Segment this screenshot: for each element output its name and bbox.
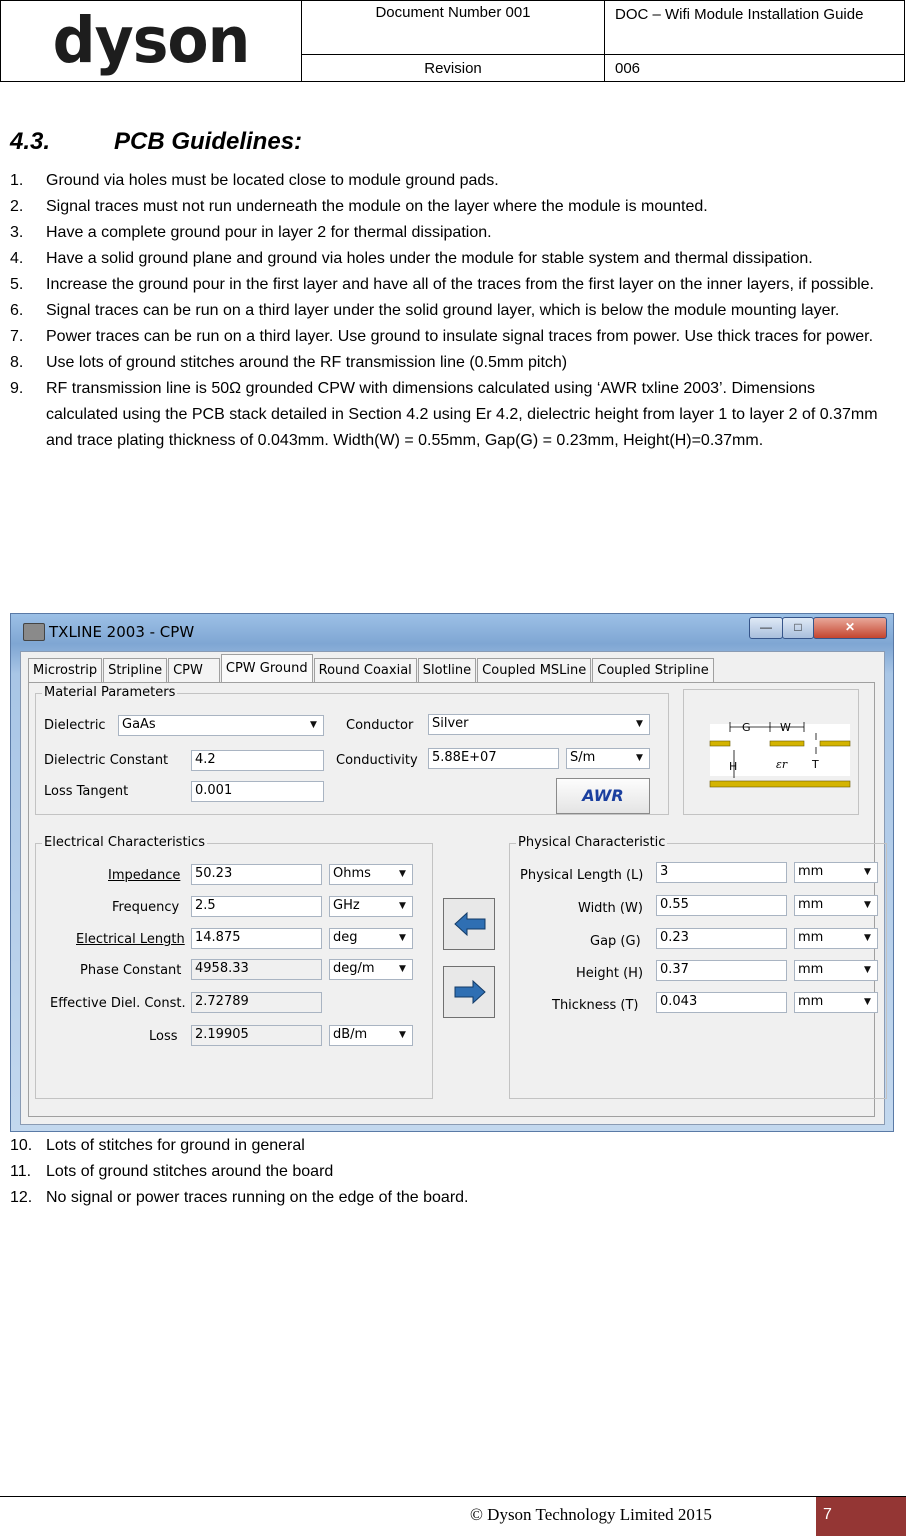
conductivity-unit-select[interactable]: S/m ▼ xyxy=(566,748,650,769)
list-item: 2. Signal traces must not run underneath the module on the layer where the module is mounted. xyxy=(10,198,708,215)
guidelines-list xyxy=(0,168,890,454)
conductor-label: Conductor xyxy=(346,718,414,733)
section-number: 4.3. xyxy=(10,128,51,155)
dielectric-label: Dielectric xyxy=(44,718,106,733)
conductivity-input[interactable]: 5.88E+07 xyxy=(428,748,559,769)
height-label: Height (H) xyxy=(576,966,644,981)
maximize-button[interactable]: □ xyxy=(782,617,814,639)
frequency-label: Frequency xyxy=(112,900,180,915)
right-arrow-icon xyxy=(453,979,487,1005)
tab-strip xyxy=(28,658,715,682)
tab-slotline[interactable]: Slotline xyxy=(418,658,476,683)
dyson-logo: dyson xyxy=(52,4,250,78)
chevron-down-icon: ▼ xyxy=(399,1030,406,1040)
loss-input: 2.19905 xyxy=(191,1025,322,1046)
doc-title: DOC – Wifi Module Installation Guide xyxy=(605,1,905,55)
material-parameters-group xyxy=(35,685,669,815)
diagram-t-label: T xyxy=(812,758,819,771)
impedance-input[interactable]: 50.23 xyxy=(191,864,322,885)
gap-unit-select[interactable]: mm ▼ xyxy=(794,928,878,949)
list-item: 4. Have a solid ground plane and ground via holes under the module for stable system and thermal dissipation. xyxy=(10,250,813,267)
tab-coupled-msline[interactable]: Coupled MSLine xyxy=(477,658,591,683)
loss-tangent-label: Loss Tangent xyxy=(44,784,129,799)
group-title: Material Parameters xyxy=(44,685,176,700)
chevron-down-icon: ▼ xyxy=(864,965,871,975)
cpw-cross-section-icon xyxy=(684,690,858,814)
phase-constant-label: Phase Constant xyxy=(80,963,182,978)
diagram-h-label: H xyxy=(729,760,738,773)
chevron-down-icon: ▼ xyxy=(399,869,406,879)
chevron-down-icon: ▼ xyxy=(636,719,643,729)
chevron-down-icon: ▼ xyxy=(864,997,871,1007)
diagram-g-label: G xyxy=(742,721,751,734)
electrical-length-input[interactable]: 14.875 xyxy=(191,928,322,949)
diagram-w-label: W xyxy=(780,721,791,734)
electrical-length-label[interactable]: Electrical Length xyxy=(76,932,185,947)
conductor-select[interactable]: Silver ▼ xyxy=(428,714,650,735)
height-unit-select[interactable]: mm ▼ xyxy=(794,960,878,981)
doc-number-label: Document Number 001 xyxy=(302,1,605,55)
thickness-unit-select[interactable]: mm ▼ xyxy=(794,992,878,1013)
height-input[interactable]: 0.37 xyxy=(656,960,787,981)
tab-stripline[interactable]: Stripline xyxy=(103,658,167,683)
loss-unit-select[interactable]: dB/m ▼ xyxy=(329,1025,413,1046)
list-item: 9. RF transmission line is 50Ω grounded CPW with dimensions calculated using ‘AWR txline 2003’. Dimensions calculated using the PCB stack detailed in Section 4.2 using Er 4.2, dielectric height from layer 1 to layer 2 of 0.37mm and trace plating thickness of 0.043mm. Width(W) = 0.55mm, Gap(G) = 0.23mm, Height(H)=0.37mm. xyxy=(10,380,878,449)
physical-length-input[interactable]: 3 xyxy=(656,862,787,883)
thickness-input[interactable]: 0.043 xyxy=(656,992,787,1013)
frequency-unit-select[interactable]: GHz ▼ xyxy=(329,896,413,917)
tab-round-coaxial[interactable]: Round Coaxial xyxy=(314,658,417,683)
list-item: 12. No signal or power traces running on the edge of the board. xyxy=(10,1189,469,1206)
list-item: 11. Lots of ground stitches around the board xyxy=(10,1163,334,1180)
gap-input[interactable]: 0.23 xyxy=(656,928,787,949)
group-title: Electrical Characteristics xyxy=(44,835,206,850)
chevron-down-icon: ▼ xyxy=(864,933,871,943)
list-item: 8. Use lots of ground stitches around the RF transmission line (0.5mm pitch) xyxy=(10,354,568,371)
tab-cpw-ground[interactable]: CPW Ground xyxy=(221,654,313,685)
gap-label: Gap (G) xyxy=(590,934,641,949)
thickness-label: Thickness (T) xyxy=(552,998,639,1013)
width-input[interactable]: 0.55 xyxy=(656,895,787,916)
document-header xyxy=(0,0,905,82)
chevron-down-icon: ▼ xyxy=(310,720,317,730)
awr-logo-button[interactable]: AWR xyxy=(556,778,650,814)
cpw-ground-page xyxy=(28,682,875,1117)
physical-length-unit-select[interactable]: mm ▼ xyxy=(794,862,878,883)
list-item: 7. Power traces can be run on a third layer. Use ground to insulate signal traces from power. Use thick traces for power. xyxy=(10,328,874,345)
physical-characteristic-group xyxy=(509,835,887,1099)
loss-tangent-input[interactable]: 0.001 xyxy=(191,781,324,802)
left-arrow-icon xyxy=(453,911,487,937)
analyze-right-button[interactable] xyxy=(443,966,495,1018)
list-item: 1. Ground via holes must be located close to module ground pads. xyxy=(10,172,499,189)
tab-coupled-stripline[interactable]: Coupled Stripline xyxy=(592,658,714,683)
list-item: 6. Signal traces can be run on a third layer under the solid ground layer, which is below the module mounting layer. xyxy=(10,302,840,319)
impedance-unit-select[interactable]: Ohms ▼ xyxy=(329,864,413,885)
app-icon xyxy=(23,623,45,641)
width-label: Width (W) xyxy=(578,901,643,916)
window-title: TXLINE 2003 - CPW xyxy=(49,623,195,641)
section-heading xyxy=(10,128,302,156)
footer-divider xyxy=(0,1496,906,1497)
copyright-text: © Dyson Technology Limited 2015 xyxy=(470,1505,712,1524)
logo-cell xyxy=(1,1,302,82)
tab-cpw[interactable]: CPW xyxy=(168,658,220,683)
diagram-er-label: εr xyxy=(776,758,788,771)
frequency-input[interactable]: 2.5 xyxy=(191,896,322,917)
impedance-label[interactable]: Impedance xyxy=(108,868,181,883)
minimize-button[interactable]: — xyxy=(749,617,783,639)
loss-label: Loss xyxy=(149,1029,178,1044)
list-item: 3. Have a complete ground pour in layer 2 for thermal dissipation. xyxy=(10,224,492,241)
chevron-down-icon: ▼ xyxy=(399,933,406,943)
chevron-down-icon: ▼ xyxy=(636,753,643,763)
tab-microstrip[interactable]: Microstrip xyxy=(28,658,102,683)
chevron-down-icon: ▼ xyxy=(864,867,871,877)
electrical-length-unit-select[interactable]: deg ▼ xyxy=(329,928,413,949)
electrical-characteristics-group xyxy=(35,835,433,1099)
physical-length-label: Physical Length (L) xyxy=(520,868,644,883)
section-title: PCB Guidelines: xyxy=(114,128,303,155)
revision-label: Revision xyxy=(302,55,605,82)
revision-value: 006 xyxy=(605,55,905,82)
txline-window xyxy=(10,613,894,1132)
effective-diel-const-label: Effective Diel. Const. xyxy=(50,996,186,1011)
phase-constant-unit-select[interactable]: deg/m ▼ xyxy=(329,959,413,980)
conductivity-label: Conductivity xyxy=(336,753,418,768)
page-number: 7 xyxy=(816,1497,906,1536)
dielectric-constant-input[interactable]: 4.2 xyxy=(191,750,324,771)
effective-diel-const-input: 2.72789 xyxy=(191,992,322,1013)
phase-constant-input: 4958.33 xyxy=(191,959,322,980)
chevron-down-icon: ▼ xyxy=(864,900,871,910)
close-button[interactable]: ✕ xyxy=(813,617,887,639)
width-unit-select[interactable]: mm ▼ xyxy=(794,895,878,916)
list-item: 5. Increase the ground pour in the first layer and have all of the traces from the first layer on the inner layers, if possible. xyxy=(10,276,874,293)
group-title: Physical Characteristic xyxy=(518,835,666,850)
chevron-down-icon: ▼ xyxy=(399,901,406,911)
more-guidelines-list xyxy=(0,1133,890,1211)
dielectric-constant-label: Dielectric Constant xyxy=(44,753,169,768)
chevron-down-icon: ▼ xyxy=(399,964,406,974)
list-item: 10. Lots of stitches for ground in general xyxy=(10,1137,305,1154)
dielectric-select[interactable]: GaAs ▼ xyxy=(118,715,324,736)
cpw-ground-diagram xyxy=(683,689,859,815)
synthesize-left-button[interactable] xyxy=(443,898,495,950)
window-client xyxy=(20,651,885,1125)
